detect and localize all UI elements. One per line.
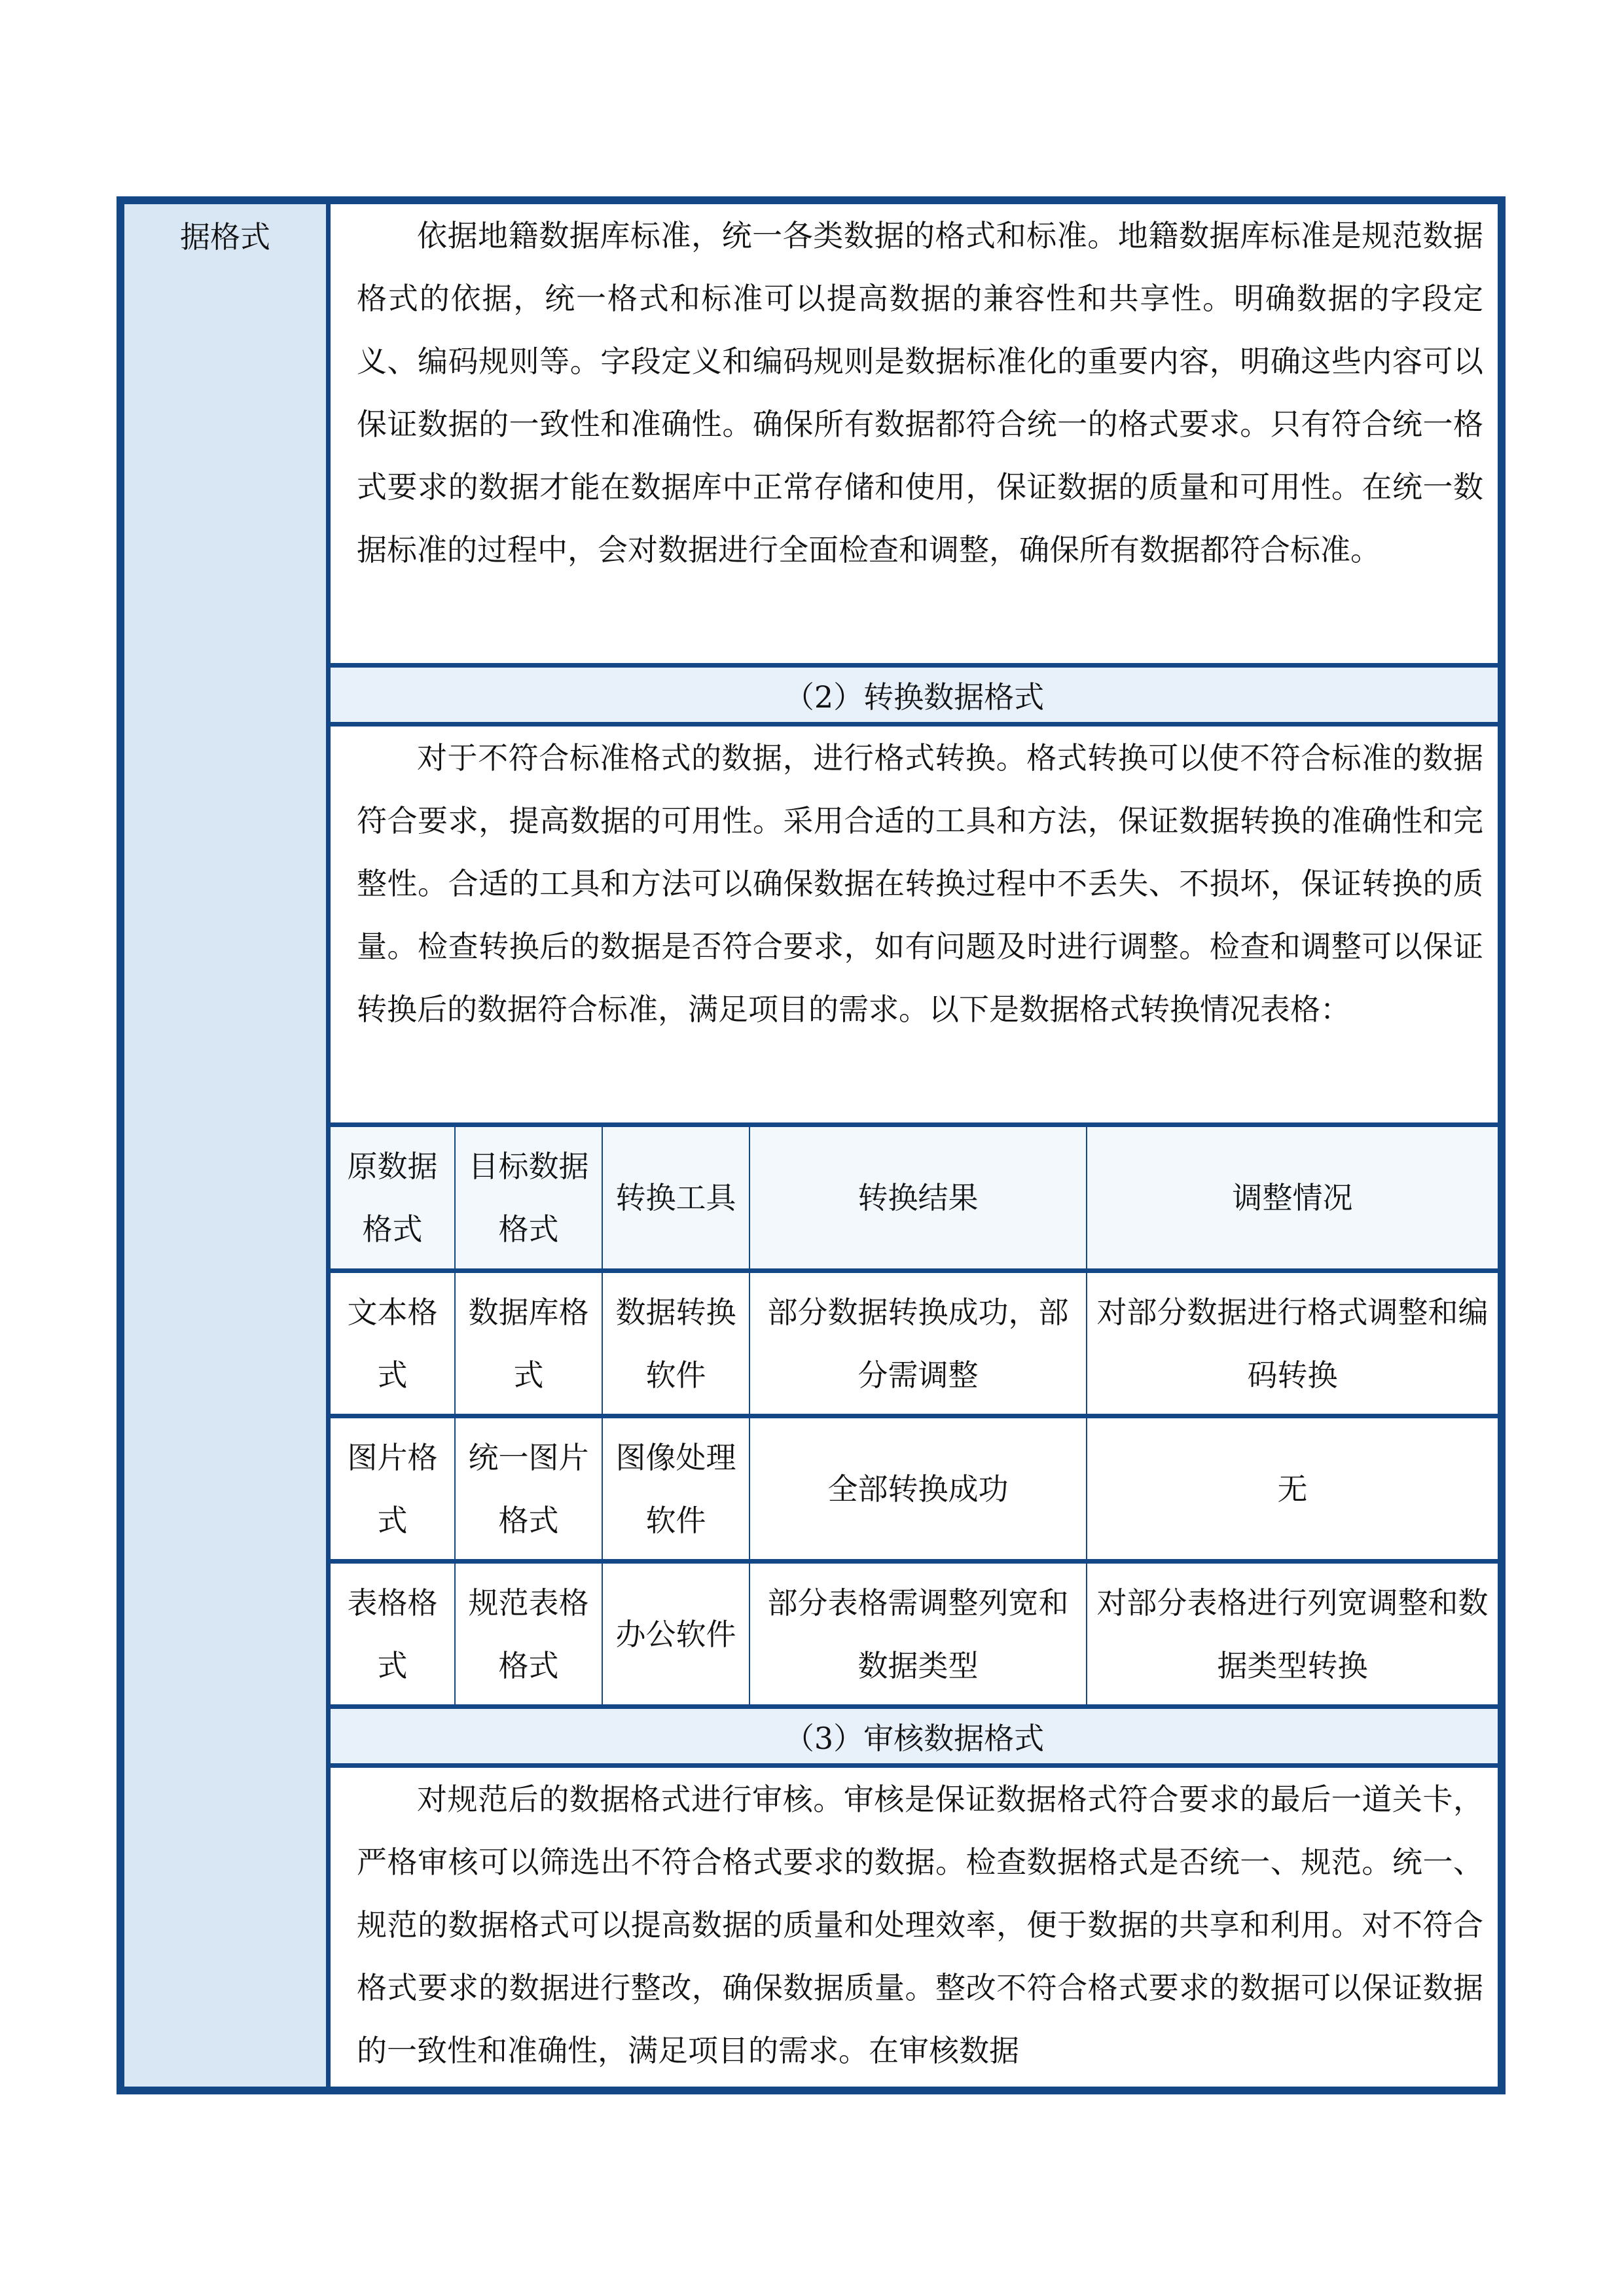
header-target-format: 目标数据格式: [455, 1127, 602, 1271]
cell: 图像处理软件: [602, 1416, 749, 1562]
document-table-frame: [117, 196, 1506, 2094]
table-header-row: [331, 1127, 1498, 1271]
section1-block: [331, 204, 1498, 668]
table-row: [331, 1271, 1498, 1416]
cell: 部分数据转换成功，部分需调整: [749, 1271, 1087, 1416]
cell: 部分表格需调整列宽和数据类型: [749, 1562, 1087, 1707]
content-column: [331, 204, 1498, 2087]
cell: 规范表格格式: [455, 1562, 602, 1707]
header-result: 转换结果: [749, 1127, 1087, 1271]
conversion-table: [331, 1127, 1498, 1709]
cell: 对部分数据进行格式调整和编码转换: [1087, 1271, 1498, 1416]
table-row: [331, 1416, 1498, 1562]
section1-paragraph: 依据地籍数据库标准，统一各类数据的格式和标准。地籍数据库标准是规范数据格式的依据，统一格式和标准可以提高数据的兼容性和共享性。明确数据的字段定义、编码规则等。字段定义和编码规则是数据标准化的重要内容，明确这些内容可以保证数据的一致性和准确性。确保所有数据都符合统一的格式要求。只有符合统一格式要求的数据才能在数据库中正常存储和使用，保证数据的质量和可用性。在统一数据标准的过程中，会对数据进行全面检查和调整，确保所有数据都符合标准。: [357, 218, 1483, 567]
section3-block: [331, 1768, 1498, 2082]
section2-heading: （2）转换数据格式: [331, 668, 1498, 726]
cell: 数据库格式: [455, 1271, 602, 1416]
header-adjustment: 调整情况: [1087, 1127, 1498, 1271]
cell: 办公软件: [602, 1562, 749, 1707]
header-tool: 转换工具: [602, 1127, 749, 1271]
cell: 无: [1087, 1416, 1498, 1562]
cell: 数据转换软件: [602, 1271, 749, 1416]
cell: 文本格式: [331, 1271, 455, 1416]
cell: 表格格式: [331, 1562, 455, 1707]
cell: 全部转换成功: [749, 1416, 1087, 1562]
cell: 对部分表格进行列宽调整和数据类型转换: [1087, 1562, 1498, 1707]
section3-paragraph: 对规范后的数据格式进行审核。审核是保证数据格式符合要求的最后一道关卡，严格审核可以筛选出不符合格式要求的数据。检查数据格式是否统一、规范。统一、规范的数据格式可以提高数据的质量和处理效率，便于数据的共享和利用。对不符合格式要求的数据进行整改，确保数据质量。整改不符合格式要求的数据可以保证数据的一致性和准确性，满足项目的需求。在审核数据: [357, 1782, 1483, 2068]
category-label: 据格式: [180, 219, 270, 255]
section3-heading: （3）审核数据格式: [331, 1709, 1498, 1768]
section2-block: [331, 726, 1498, 1127]
table-row: [331, 1562, 1498, 1707]
cell: 图片格式: [331, 1416, 455, 1562]
header-source-format: 原数据格式: [331, 1127, 455, 1271]
cell: 统一图片格式: [455, 1416, 602, 1562]
left-category-column: [124, 204, 331, 2087]
section2-paragraph: 对于不符合标准格式的数据，进行格式转换。格式转换可以使不符合标准的数据符合要求，提高数据的可用性。采用合适的工具和方法，保证数据转换的准确性和完整性。合适的工具和方法可以确保数据在转换过程中不丢失、不损坏，保证转换的质量。检查转换后的数据是否符合要求，如有问题及时进行调整。检查和调整可以保证转换后的数据符合标准，满足项目的需求。以下是数据格式转换情况表格：: [357, 740, 1483, 1027]
